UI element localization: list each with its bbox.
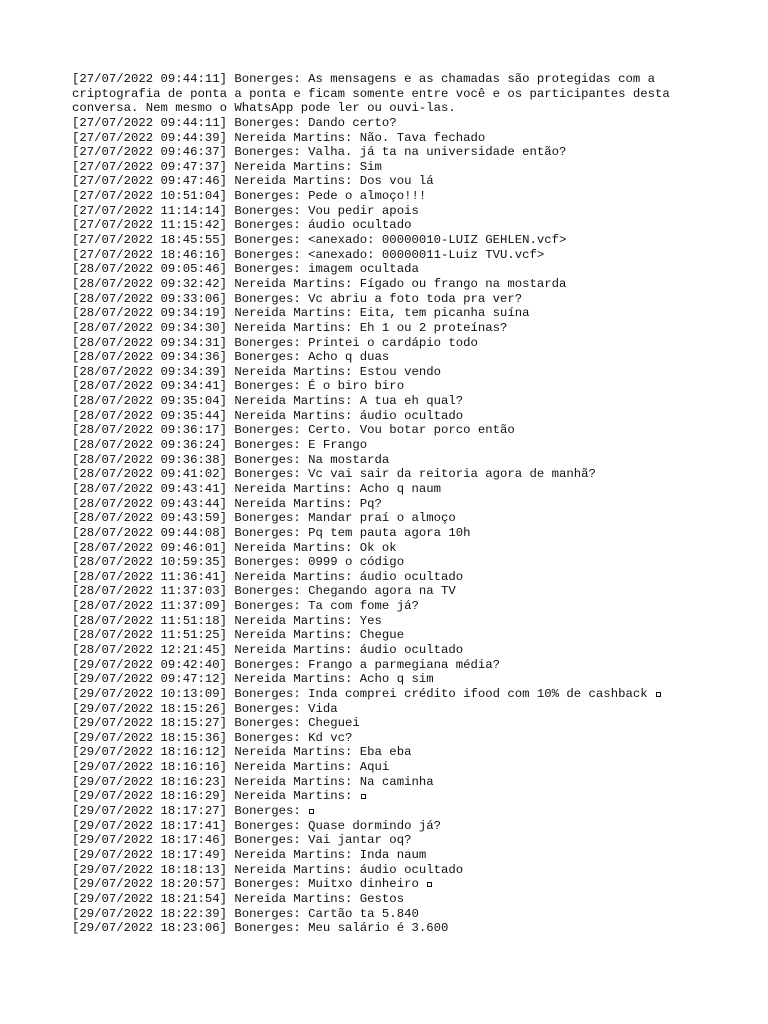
chat-line-text: [28/07/2022 11:51:18] Nereida Martins: Yes — [72, 613, 382, 628]
chat-line — [72, 848, 696, 863]
chat-line-text: [27/07/2022 09:44:11] Bonerges: As mensagens e as chamadas são protegidas com a — [72, 72, 655, 86]
chat-line-text: [29/07/2022 18:16:16] Nereida Martins: Aqui — [72, 760, 390, 775]
missing-glyph-box-icon — [656, 692, 661, 697]
chat-line-text: [29/07/2022 18:22:39] Bonerges: Cartão ta 5.840 — [72, 906, 419, 921]
chat-line — [72, 819, 696, 834]
missing-glyph-box-icon — [361, 794, 366, 799]
chat-line-text: [27/07/2022 09:47:46] Nereida Martins: Dos vou lá — [72, 174, 434, 189]
chat-line — [72, 614, 696, 629]
chat-line-text: [28/07/2022 12:21:45] Nereida Martins: áudio ocultado — [72, 642, 464, 657]
chat-line — [72, 321, 696, 336]
chat-line — [72, 804, 696, 819]
chat-line-text: [29/07/2022 18:16:23] Nereida Martins: Na caminha — [72, 774, 434, 789]
chat-line-text: [29/07/2022 18:20:57] Bonerges: Muitxo dinheiro — [72, 877, 419, 892]
chat-line — [72, 72, 696, 87]
chat-line — [72, 731, 696, 746]
chat-line — [72, 775, 696, 790]
chat-line — [72, 189, 696, 204]
chat-line — [72, 423, 696, 438]
chat-line-text: [28/07/2022 09:36:17] Bonerges: Certo. Vou botar porco então — [72, 423, 515, 438]
chat-line — [72, 438, 696, 453]
chat-line-text: [29/07/2022 18:15:26] Bonerges: Vida — [72, 701, 338, 716]
chat-line — [72, 87, 696, 102]
chat-line — [72, 497, 696, 512]
chat-line — [72, 555, 696, 570]
chat-line-text: [29/07/2022 18:17:41] Bonerges: Quase dormindo já? — [72, 818, 441, 833]
chat-line-text: [29/07/2022 09:47:12] Nereida Martins: Acho q sim — [72, 672, 434, 687]
chat-line-text: [27/07/2022 09:44:11] Bonerges: Dando certo? — [72, 115, 397, 130]
chat-line — [72, 482, 696, 497]
chat-line — [72, 116, 696, 131]
chat-line — [72, 409, 696, 424]
chat-line-text: [29/07/2022 18:17:49] Nereida Martins: Inda naum — [72, 847, 427, 862]
chat-line-text: [28/07/2022 09:36:38] Bonerges: Na mostarda — [72, 452, 390, 467]
chat-line — [72, 292, 696, 307]
chat-line — [72, 204, 696, 219]
chat-line-text: [29/07/2022 18:17:46] Bonerges: Vai jantar oq? — [72, 833, 412, 848]
chat-line-text: [28/07/2022 09:36:24] Bonerges: E Frango — [72, 438, 368, 453]
chat-line-text: [27/07/2022 18:45:55] Bonerges: <anexado: 00000010-LUIZ GEHLEN.vcf> — [72, 233, 567, 248]
chat-line — [72, 789, 696, 804]
chat-line-text: [29/07/2022 09:42:40] Bonerges: Frango a parmegiana média? — [72, 657, 501, 672]
chat-line-text: [27/07/2022 18:46:16] Bonerges: <anexado: 00000011-Luiz TVU.vcf> — [72, 247, 545, 262]
chat-line-text: [28/07/2022 11:36:41] Nereida Martins: áudio ocultado — [72, 569, 464, 584]
chat-line-text: criptografia de ponta a ponta e ficam somente entre você e os participantes desta — [72, 86, 670, 101]
chat-line-text: [28/07/2022 09:43:44] Nereida Martins: Pq? — [72, 496, 382, 511]
chat-line — [72, 350, 696, 365]
chat-line-text: [28/07/2022 09:44:08] Bonerges: Pq tem pauta agora 10h — [72, 525, 471, 540]
missing-glyph-box-icon — [427, 882, 432, 887]
chat-line-text: [28/07/2022 11:51:25] Nereida Martins: Chegue — [72, 628, 405, 643]
chat-line-text: conversa. Nem mesmo o WhatsApp pode ler ou ouvi-las. — [72, 101, 456, 116]
chat-line — [72, 218, 696, 233]
chat-line-text: [28/07/2022 09:34:39] Nereida Martins: Estou vendo — [72, 364, 441, 379]
chat-line — [72, 277, 696, 292]
chat-line-text: [27/07/2022 09:44:39] Nereida Martins: Não. Tava fechado — [72, 130, 486, 145]
missing-glyph-box-icon — [309, 809, 314, 814]
chat-line — [72, 174, 696, 189]
chat-line — [72, 379, 696, 394]
chat-line-text: [29/07/2022 18:18:13] Nereida Martins: áudio ocultado — [72, 862, 464, 877]
chat-line — [72, 921, 696, 936]
chat-line — [72, 599, 696, 614]
chat-line-text: [28/07/2022 11:37:03] Bonerges: Chegando agora na TV — [72, 584, 456, 599]
chat-line — [72, 453, 696, 468]
chat-line — [72, 526, 696, 541]
chat-line-text: [28/07/2022 09:34:19] Nereida Martins: Eita, tem picanha suína — [72, 306, 530, 321]
chat-line — [72, 643, 696, 658]
chat-line — [72, 248, 696, 263]
chat-line — [72, 145, 696, 160]
chat-line-text: [29/07/2022 18:16:12] Nereida Martins: Eba eba — [72, 745, 412, 760]
chat-line — [72, 716, 696, 731]
chat-line — [72, 628, 696, 643]
chat-line-text: [29/07/2022 10:13:09] Bonerges: Inda comprei crédito ifood com 10% de cashback — [72, 686, 648, 701]
chat-line-text: [29/07/2022 18:15:27] Bonerges: Cheguei — [72, 716, 360, 731]
chat-line — [72, 584, 696, 599]
chat-line — [72, 745, 696, 760]
chat-line — [72, 160, 696, 175]
chat-line-text: [28/07/2022 09:41:02] Bonerges: Vc vai sair da reitoria agora de manhã? — [72, 467, 596, 482]
chat-line-text: [28/07/2022 09:32:42] Nereida Martins: Fígado ou frango na mostarda — [72, 276, 567, 291]
chat-line — [72, 262, 696, 277]
chat-line-text: [27/07/2022 10:51:04] Bonerges: Pede o almoço!!! — [72, 189, 427, 204]
chat-line-text: [28/07/2022 09:43:59] Bonerges: Mandar praí o almoço — [72, 511, 456, 526]
chat-line-text: [28/07/2022 11:37:09] Bonerges: Ta com fome já? — [72, 599, 419, 614]
chat-line — [72, 687, 696, 702]
chat-line — [72, 658, 696, 673]
chat-line-text: [28/07/2022 09:35:04] Nereida Martins: A tua eh qual? — [72, 394, 464, 409]
chat-line — [72, 511, 696, 526]
chat-line-text: [28/07/2022 09:35:44] Nereida Martins: áudio ocultado — [72, 408, 464, 423]
chat-line-text: [29/07/2022 18:15:36] Bonerges: Kd vc? — [72, 730, 353, 745]
chat-line — [72, 833, 696, 848]
chat-line-text: [27/07/2022 11:14:14] Bonerges: Vou pedir apois — [72, 203, 419, 218]
chat-line-text: [29/07/2022 18:17:27] Bonerges: — [72, 804, 301, 819]
chat-line — [72, 907, 696, 922]
chat-line — [72, 365, 696, 380]
chat-line — [72, 306, 696, 321]
chat-line — [72, 131, 696, 146]
chat-export-text — [72, 72, 696, 936]
chat-line-text: [29/07/2022 18:21:54] Nereida Martins: Gestos — [72, 891, 405, 906]
chat-line-text: [28/07/2022 09:34:31] Bonerges: Printei o cardápio todo — [72, 335, 478, 350]
chat-line — [72, 760, 696, 775]
chat-line-text: [27/07/2022 11:15:42] Bonerges: áudio ocultado — [72, 218, 412, 233]
chat-line-text: [28/07/2022 09:34:41] Bonerges: É o biro biro — [72, 379, 405, 394]
chat-line — [72, 394, 696, 409]
chat-line-text: [28/07/2022 09:05:46] Bonerges: imagem ocultada — [72, 262, 419, 277]
chat-line-text: [28/07/2022 09:46:01] Nereida Martins: Ok ok — [72, 540, 397, 555]
chat-line — [72, 467, 696, 482]
chat-line-text: [28/07/2022 09:34:30] Nereida Martins: Eh 1 ou 2 proteínas? — [72, 320, 508, 335]
chat-line-text: [27/07/2022 09:47:37] Nereida Martins: Sim — [72, 159, 382, 174]
chat-line-text: [28/07/2022 09:43:41] Nereida Martins: Acho q naum — [72, 481, 441, 496]
chat-line — [72, 672, 696, 687]
chat-line-text: [28/07/2022 09:34:36] Bonerges: Acho q duas — [72, 350, 390, 365]
chat-line — [72, 336, 696, 351]
chat-line-text: [28/07/2022 09:33:06] Bonerges: Vc abriu a foto toda pra ver? — [72, 291, 523, 306]
chat-line-text: [28/07/2022 10:59:35] Bonerges: 0999 o código — [72, 555, 405, 570]
chat-line — [72, 877, 696, 892]
chat-line — [72, 541, 696, 556]
chat-line — [72, 863, 696, 878]
chat-line — [72, 892, 696, 907]
chat-line — [72, 101, 696, 116]
chat-line — [72, 702, 696, 717]
chat-line-text: [27/07/2022 09:46:37] Bonerges: Valha. já ta na universidade então? — [72, 145, 567, 160]
chat-line-text: [29/07/2022 18:23:06] Bonerges: Meu salário é 3.600 — [72, 921, 449, 936]
chat-line — [72, 233, 696, 248]
chat-line-text: [29/07/2022 18:16:29] Nereida Martins: — [72, 789, 353, 804]
chat-line — [72, 570, 696, 585]
